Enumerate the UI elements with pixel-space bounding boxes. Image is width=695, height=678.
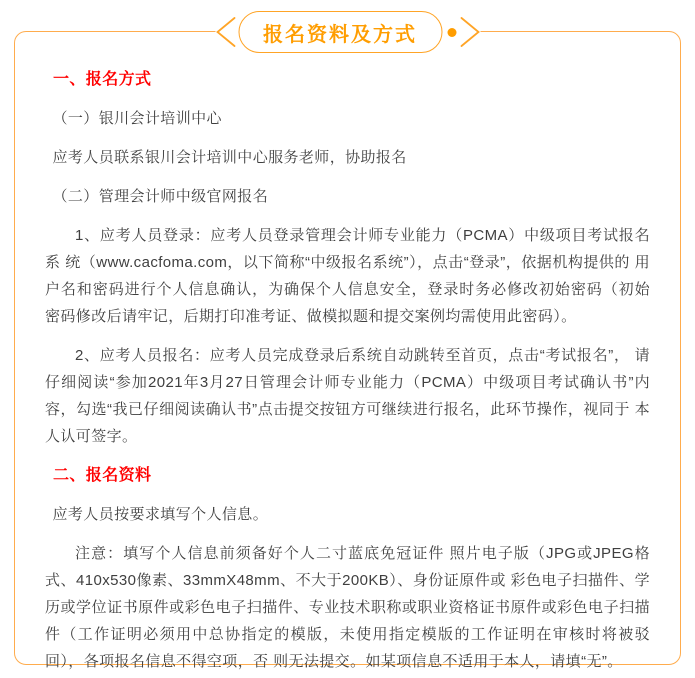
banner-pill — [238, 11, 442, 53]
paragraph-materials-note: 注意：填写个人信息前须备好个人二寸蓝底免冠证件 照片电子版（JPG或JPEG格式、410x530像素、33mmX48mm、不大于200KB）、身份证原件或 彩色电子扫描件、学历或学位证书原件或彩色电子扫描件、专业技术职称或职业资格证书原件或彩色电子扫描件（工作证明必须用中总协指定的模版，未使用指定模版的工作证明在审核时将被驳回），各项报名信息不得空项，否 则无法提交。如某项信息不适用于本人，请填“无”。 — [45, 545, 650, 670]
title-banner — [215, 9, 480, 55]
section-heading-registration-materials: 二、报名资料 — [53, 467, 152, 484]
page-title: 报名资料及方式 — [263, 23, 417, 46]
section-heading-registration-method: 一、报名方式 — [53, 71, 152, 88]
paragraph-login-step: 1、应考人员登录：应考人员登录管理会计师专业能力（PCMA）中级项目考试报名系 统（www.cacfoma.com，以下简称“中级报名系统”），点击“登录”，依据机构提供的 用户名和密码进行个人信息确认，为确保个人信息安全，登录时务必修改初始密码（初始 密码修改后请牢记，后期打印准考证、做模拟题和提交案例均需使用此密码）。 — [45, 227, 650, 325]
banner-dot-icon — [447, 28, 456, 37]
paragraph-materials-intro: 应考人员按要求填写个人信息。 — [52, 506, 269, 523]
paragraph-method-1-title: （一）银川会计培训中心 — [52, 110, 222, 127]
paragraph-signup-step: 2、应考人员报名：应考人员完成登录后系统自动跳转至首页，点击“考试报名”， 请仔细阅读“参加2021年3月27日管理会计师专业能力（PCMA）中级项目考试确认书”内 容，勾选“我已仔细阅读确认书”点击提交按钮方可继续进行报名，此环节操作，视同于 本人认可签字。 — [45, 347, 650, 445]
paragraph-method-2-title: （二）管理会计师中级官网报名 — [52, 188, 269, 205]
banner-right-chevron-icon — [460, 15, 480, 49]
notice-content — [45, 66, 650, 675]
paragraph-method-1-description: 应考人员联系银川会计培训中心服务老师，协助报名 — [52, 149, 407, 166]
notice-card — [14, 23, 681, 670]
banner-left-chevron-icon — [215, 15, 235, 49]
